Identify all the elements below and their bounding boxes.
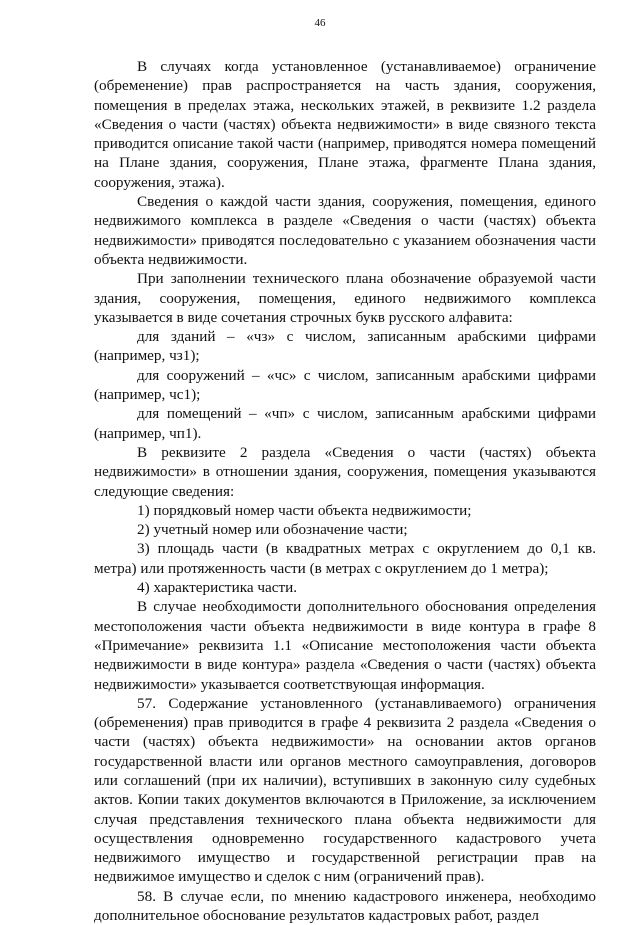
paragraph-partial-restriction: В случаях когда установленное (устанавливаемое) ограничение (обременение) прав распространяется на часть здания, сооружения, помещения в пределах этажа, нескольких этажей, в реквизите 1.2 раздела «Сведения о части (частях) объекта недвижимости» в виде связного текста приводится описание такой части (например, приводятся номера помещений на Плане здания, сооружения, Плане этажа, фрагменте Плана здания, сооружения, этажа).: [94, 58, 596, 191]
paragraph-additional-justification: В случае необходимости дополнительного обоснования определения местоположения части объекта недвижимости в виде контура в графе 8 «Примечание» реквизита 1.1 «Описание местоположения части объекта недвижимости в виде контура» раздела «Сведения о части (частях) объекта недвижимости» указывается соответствующая информация.: [94, 598, 596, 693]
paragraph-premises-designation: для помещений – «чп» с числом, записанным арабскими цифрами (например, чп1).: [94, 405, 596, 442]
list-item-area: 3) площадь части (в квадратных метрах с округлением до 0,1 кв. метра) или протяженность части (в метрах с округлением до 1 метра);: [94, 540, 596, 577]
page-number: 46: [314, 17, 326, 29]
paragraph-structures-designation: для сооружений – «чс» с числом, записанным арабскими цифрами (например, чс1);: [94, 366, 596, 404]
paragraph-part-designation: При заполнении технического плана обозначение образуемой части здания, сооружения, помещения, единого недвижимого комплекса указывается в виде сочетания строчных букв русского алфавита:: [94, 270, 596, 326]
paragraph-58: 58. В случае если, по мнению кадастрового инженера, необходимо дополнительное обоснование результатов кадастровых работ, раздел: [94, 887, 596, 925]
list-item-characteristic: 4) характеристика части.: [137, 579, 298, 597]
paragraph-part-info-sequence: Сведения о каждой части здания, сооружения, помещения, единого недвижимого комплекса в разделе «Сведения о части (частях) объекта недвижимости» приводятся последовательно с указанием обозначения части объекта недвижимости.: [94, 193, 596, 268]
paragraph-57: 57. Содержание установленного (устанавливаемого) ограничения (обременения) прав приводится в графе 4 реквизита 2 раздела «Сведения о части (частях) объекта недвижимости» на основании актов органов государственной власти или органов местного самоуправления, договоров или соглашений (при их наличии), вступивших в законную силу судебных актов. Копии таких документов включаются в Приложение, за исключением случая представления технического плана объекта недвижимости для осуществления одновременно государственного кадастрового учета недвижимого имущество и государственной регистрации прав на недвижимое имущество и сделок с ним (ограничений прав).: [94, 694, 596, 886]
list-item-account-number: 2) учетный номер или обозначение части;: [137, 521, 408, 539]
paragraph-buildings-designation: для зданий – «чз» с числом, записанным арабскими цифрами (например, чз1);: [94, 328, 596, 365]
paragraph-requisite-2: В реквизите 2 раздела «Сведения о части (частях) объекта недвижимости» в отношении здания, сооружения, помещения указываются следующие сведения:: [94, 443, 596, 500]
document-body: [94, 57, 596, 925]
list-item-serial-number: 1) порядковый номер части объекта недвижимости;: [137, 501, 472, 519]
